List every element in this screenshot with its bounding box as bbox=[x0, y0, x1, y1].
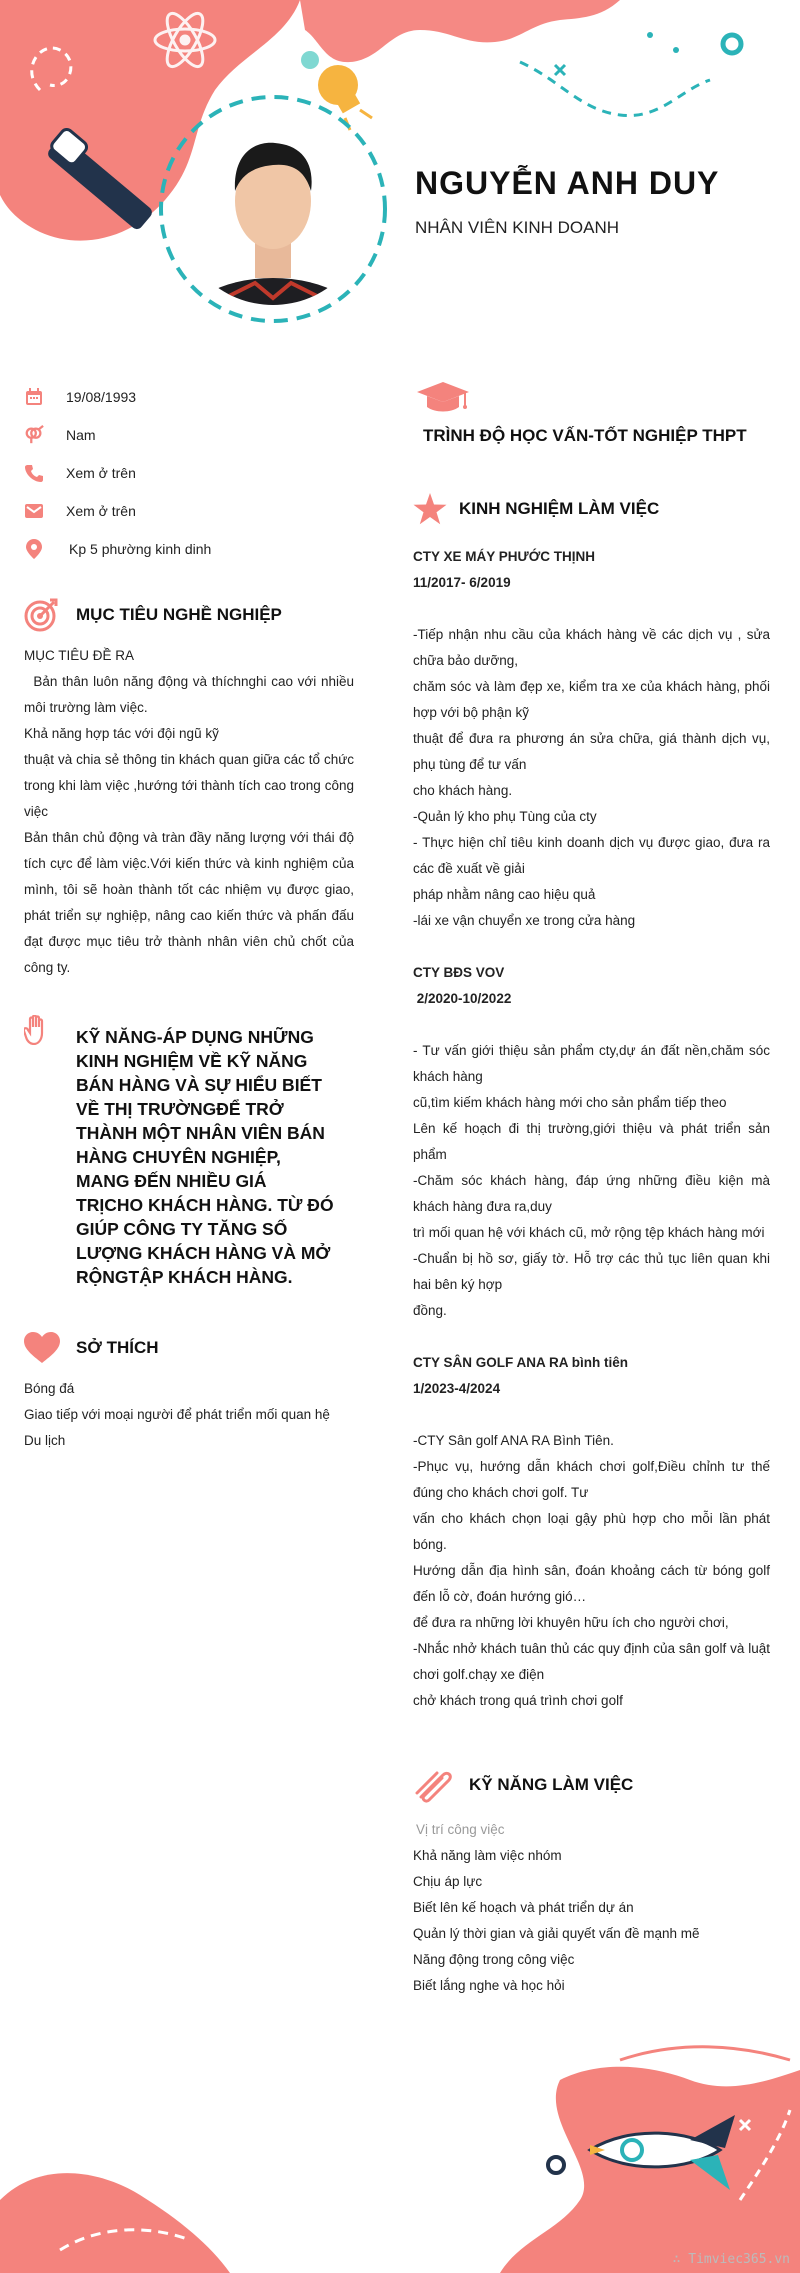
info-value: Kp 5 phường kinh dinh bbox=[69, 541, 212, 557]
info-row-email bbox=[24, 492, 364, 530]
objective-line: Bản thân luôn năng động và thíchnghi cao với nhiều môi trường làm việc. bbox=[24, 674, 358, 715]
target-icon bbox=[24, 598, 58, 632]
job-line: cho khách hàng. bbox=[413, 783, 513, 798]
hobby-item: Giao tiếp với moại người để phát triển mối quan hệ bbox=[24, 1407, 330, 1422]
job-line: -Quản lý kho phụ Tùng của cty bbox=[413, 809, 597, 824]
job-line: Hướng dẫn địa hình sân, đoán khoảng cách từ bóng golf đến lỗ cờ, đoán hướng gió… bbox=[413, 1563, 770, 1604]
job-period: 2/2020-10/2022 bbox=[413, 991, 512, 1006]
skills-summary-text: KỸ NĂNG-ÁP DỤNG NHỮNG KINH NGHIỆM VỀ KỸ NĂNG BÁN HÀNG VÀ SỰ HIỂU BIẾT VỀ THỊ TRƯỜNGĐỂ TRỞ THÀNH MỘT NHÂN VIÊN BÁN HÀNG CHUYÊN NGHIỆP, MANG ĐẾN NHIỀU GIÁ TRỊCHO KHÁCH HÀNG. TỪ ĐÓ GIÚP CÔNG TY TĂNG SỐ LƯỢNG KHÁCH HÀNG VÀ MỞ RỘNGTẬP KHÁCH HÀNG. bbox=[76, 1027, 334, 1287]
job-line: -Chăm sóc khách hàng, đáp ứng những điều kiện mà khách hàng đưa ra,duy bbox=[413, 1173, 770, 1214]
info-value: 19/08/1993 bbox=[66, 389, 137, 405]
skill-item: Quản lý thời gian và giải quyết vấn đề mạnh mẽ bbox=[413, 1926, 700, 1941]
info-value: Nam bbox=[66, 427, 96, 443]
job-line: thuật để đưa ra phương án sửa chữa, giá thành dịch vụ, phụ tùng để tư vấn bbox=[413, 731, 770, 772]
watermark-text: Timviec365.vn bbox=[688, 2252, 790, 2267]
info-row-birthday bbox=[24, 378, 364, 416]
work-skills-title: KỸ NĂNG LÀM VIỆC bbox=[469, 1775, 634, 1794]
skill-item: Chịu áp lực bbox=[413, 1874, 483, 1889]
company-name: CTY XE MÁY PHƯỚC THỊNH bbox=[413, 549, 595, 564]
info-row-address bbox=[24, 530, 364, 568]
heart-icon bbox=[24, 1332, 60, 1364]
location-icon bbox=[24, 539, 44, 559]
job-line: -Tiếp nhận nhu cầu của khách hàng về các dịch vụ , sửa chữa bảo dưỡng, bbox=[413, 627, 770, 668]
education-title: TRÌNH ĐỘ HỌC VẤN-TỐT NGHIỆP THPT bbox=[423, 426, 747, 445]
skill-item: Biết lên kế hoạch và phát triển dự án bbox=[413, 1900, 634, 1915]
job-line: -lái xe vận chuyển xe trong cửa hàng bbox=[413, 913, 636, 928]
job-line: pháp nhằm nâng cao hiệu quả bbox=[413, 887, 596, 902]
job-line: vấn cho khách chọn loại gậy phù hợp cho mỗi lần phát bóng. bbox=[413, 1511, 770, 1552]
skill-item: Biết lắng nghe và học hỏi bbox=[413, 1978, 565, 1993]
hand-icon bbox=[24, 1015, 50, 1045]
hobbies-list bbox=[24, 1376, 354, 1454]
job-line: Lên kế hoạch đi thị trường,giới thiệu và phát triển sản phẩm bbox=[413, 1121, 770, 1162]
info-row-gender bbox=[24, 416, 364, 454]
star-icon bbox=[413, 493, 447, 525]
paperclip-icon bbox=[413, 1767, 455, 1803]
experience-section bbox=[413, 492, 770, 1714]
job-entry bbox=[413, 1350, 770, 1714]
info-value: Xem ở trên bbox=[66, 503, 136, 519]
job-line: chăm sóc và làm đẹp xe, kiểm tra xe của khách hàng, phối hợp với bộ phận kỹ bbox=[413, 679, 770, 720]
job-line: - Thực hiện chỉ tiêu kinh doanh dịch vụ được giao, đưa ra các đề xuất về giải bbox=[413, 835, 770, 876]
job-entry bbox=[413, 544, 770, 934]
objective-line: MỤC TIÊU ĐỀ RA bbox=[24, 648, 135, 663]
skills-placeholder: Vị trí công việc bbox=[416, 1822, 505, 1837]
info-value: Xem ở trên bbox=[66, 465, 136, 481]
job-line: đồng. bbox=[413, 1303, 447, 1318]
job-period: 11/2017- 6/2019 bbox=[413, 575, 511, 590]
hobbies-title: SỞ THÍCH bbox=[76, 1338, 159, 1357]
company-name: CTY BĐS VOV bbox=[413, 965, 505, 980]
graduation-cap-icon bbox=[415, 380, 471, 414]
skill-item: Năng động trong công việc bbox=[413, 1952, 575, 1967]
objective-section bbox=[24, 597, 358, 981]
personal-info bbox=[24, 378, 364, 568]
full-name: NGUYỄN ANH DUY bbox=[415, 165, 720, 201]
job-line: -Chuẩn bị hồ sơ, giấy tờ. Hỗ trợ các thủ tục liên quan khi hai bên ký hợp bbox=[413, 1251, 770, 1292]
gender-icon bbox=[24, 425, 44, 445]
job-description bbox=[413, 622, 770, 934]
calendar-icon bbox=[24, 387, 44, 407]
objective-line: Khả năng hợp tác với đội ngũ kỹ bbox=[24, 726, 219, 741]
job-line: để đưa ra những lời khuyên hữu ích cho người chơi, bbox=[413, 1615, 729, 1630]
email-icon bbox=[24, 501, 44, 521]
profile-photo bbox=[155, 83, 395, 341]
objective-title: MỤC TIÊU NGHỀ NGHIỆP bbox=[76, 605, 282, 624]
job-period: 1/2023-4/2024 bbox=[413, 1381, 501, 1396]
skill-item: Khả năng làm việc nhóm bbox=[413, 1848, 562, 1863]
objective-text bbox=[24, 643, 358, 981]
job-line: trì mối quan hệ với khách cũ, mở rộng tệp khách hàng mới bbox=[413, 1225, 765, 1240]
job-line: chở khách trong quá trình chơi golf bbox=[413, 1693, 623, 1708]
objective-line: thuật và chia sẻ thông tin khách quan giữa các tổ chức trong khi làm việc ,hướng tới thành tích cao trong công việc bbox=[24, 752, 354, 819]
hobby-item: Bóng đá bbox=[24, 1381, 75, 1396]
work-skills-section bbox=[413, 1767, 770, 1999]
job-line: - Tư vấn giới thiệu sản phẩm cty,dự án đất nền,chăm sóc khách hàng bbox=[413, 1043, 770, 1084]
hobbies-section bbox=[24, 1330, 354, 1454]
hobby-item: Du lịch bbox=[24, 1433, 66, 1448]
company-name: CTY SÂN GOLF ANA RA bình tiên bbox=[413, 1355, 628, 1370]
objective-line: Bản thân chủ động và tràn đầy năng lượng với thái độ tích cực để làm việc.Với kiến thức và kinh nghiệm của mình, tôi sẽ hoàn thành tốt các nhiệm vụ được giao, phát triển sự nghiệp, nâng cao kiến thức và phấn đấu đạt được mục tiêu trở thành nhân viên chủ chốt của công ty. bbox=[24, 830, 354, 975]
watermark: ∴ Timviec365.vn bbox=[672, 2252, 790, 2267]
job-line: -CTY Sân golf ANA RA Bình Tiên. bbox=[413, 1433, 614, 1448]
phone-icon bbox=[24, 463, 44, 483]
job-description bbox=[413, 1428, 770, 1714]
job-description bbox=[413, 1038, 770, 1324]
job-title: NHÂN VIÊN KINH DOANH bbox=[415, 218, 620, 237]
experience-title: KINH NGHIỆM LÀM VIỆC bbox=[459, 499, 660, 518]
job-line: -Phục vụ, hướng dẫn khách chơi golf,Điều chỉnh tư thế đúng cho khách chơi golf. Tư bbox=[413, 1459, 770, 1500]
job-line: -Nhắc nhở khách tuân thủ các quy định của sân golf và luật chơi golf.chạy xe điện bbox=[413, 1641, 770, 1682]
job-line: cũ,tìm kiếm khách hàng mới cho sản phẩm tiếp theo bbox=[413, 1095, 727, 1110]
info-row-phone bbox=[24, 454, 364, 492]
work-skills-list bbox=[413, 1817, 770, 1999]
job-entry bbox=[413, 960, 770, 1324]
